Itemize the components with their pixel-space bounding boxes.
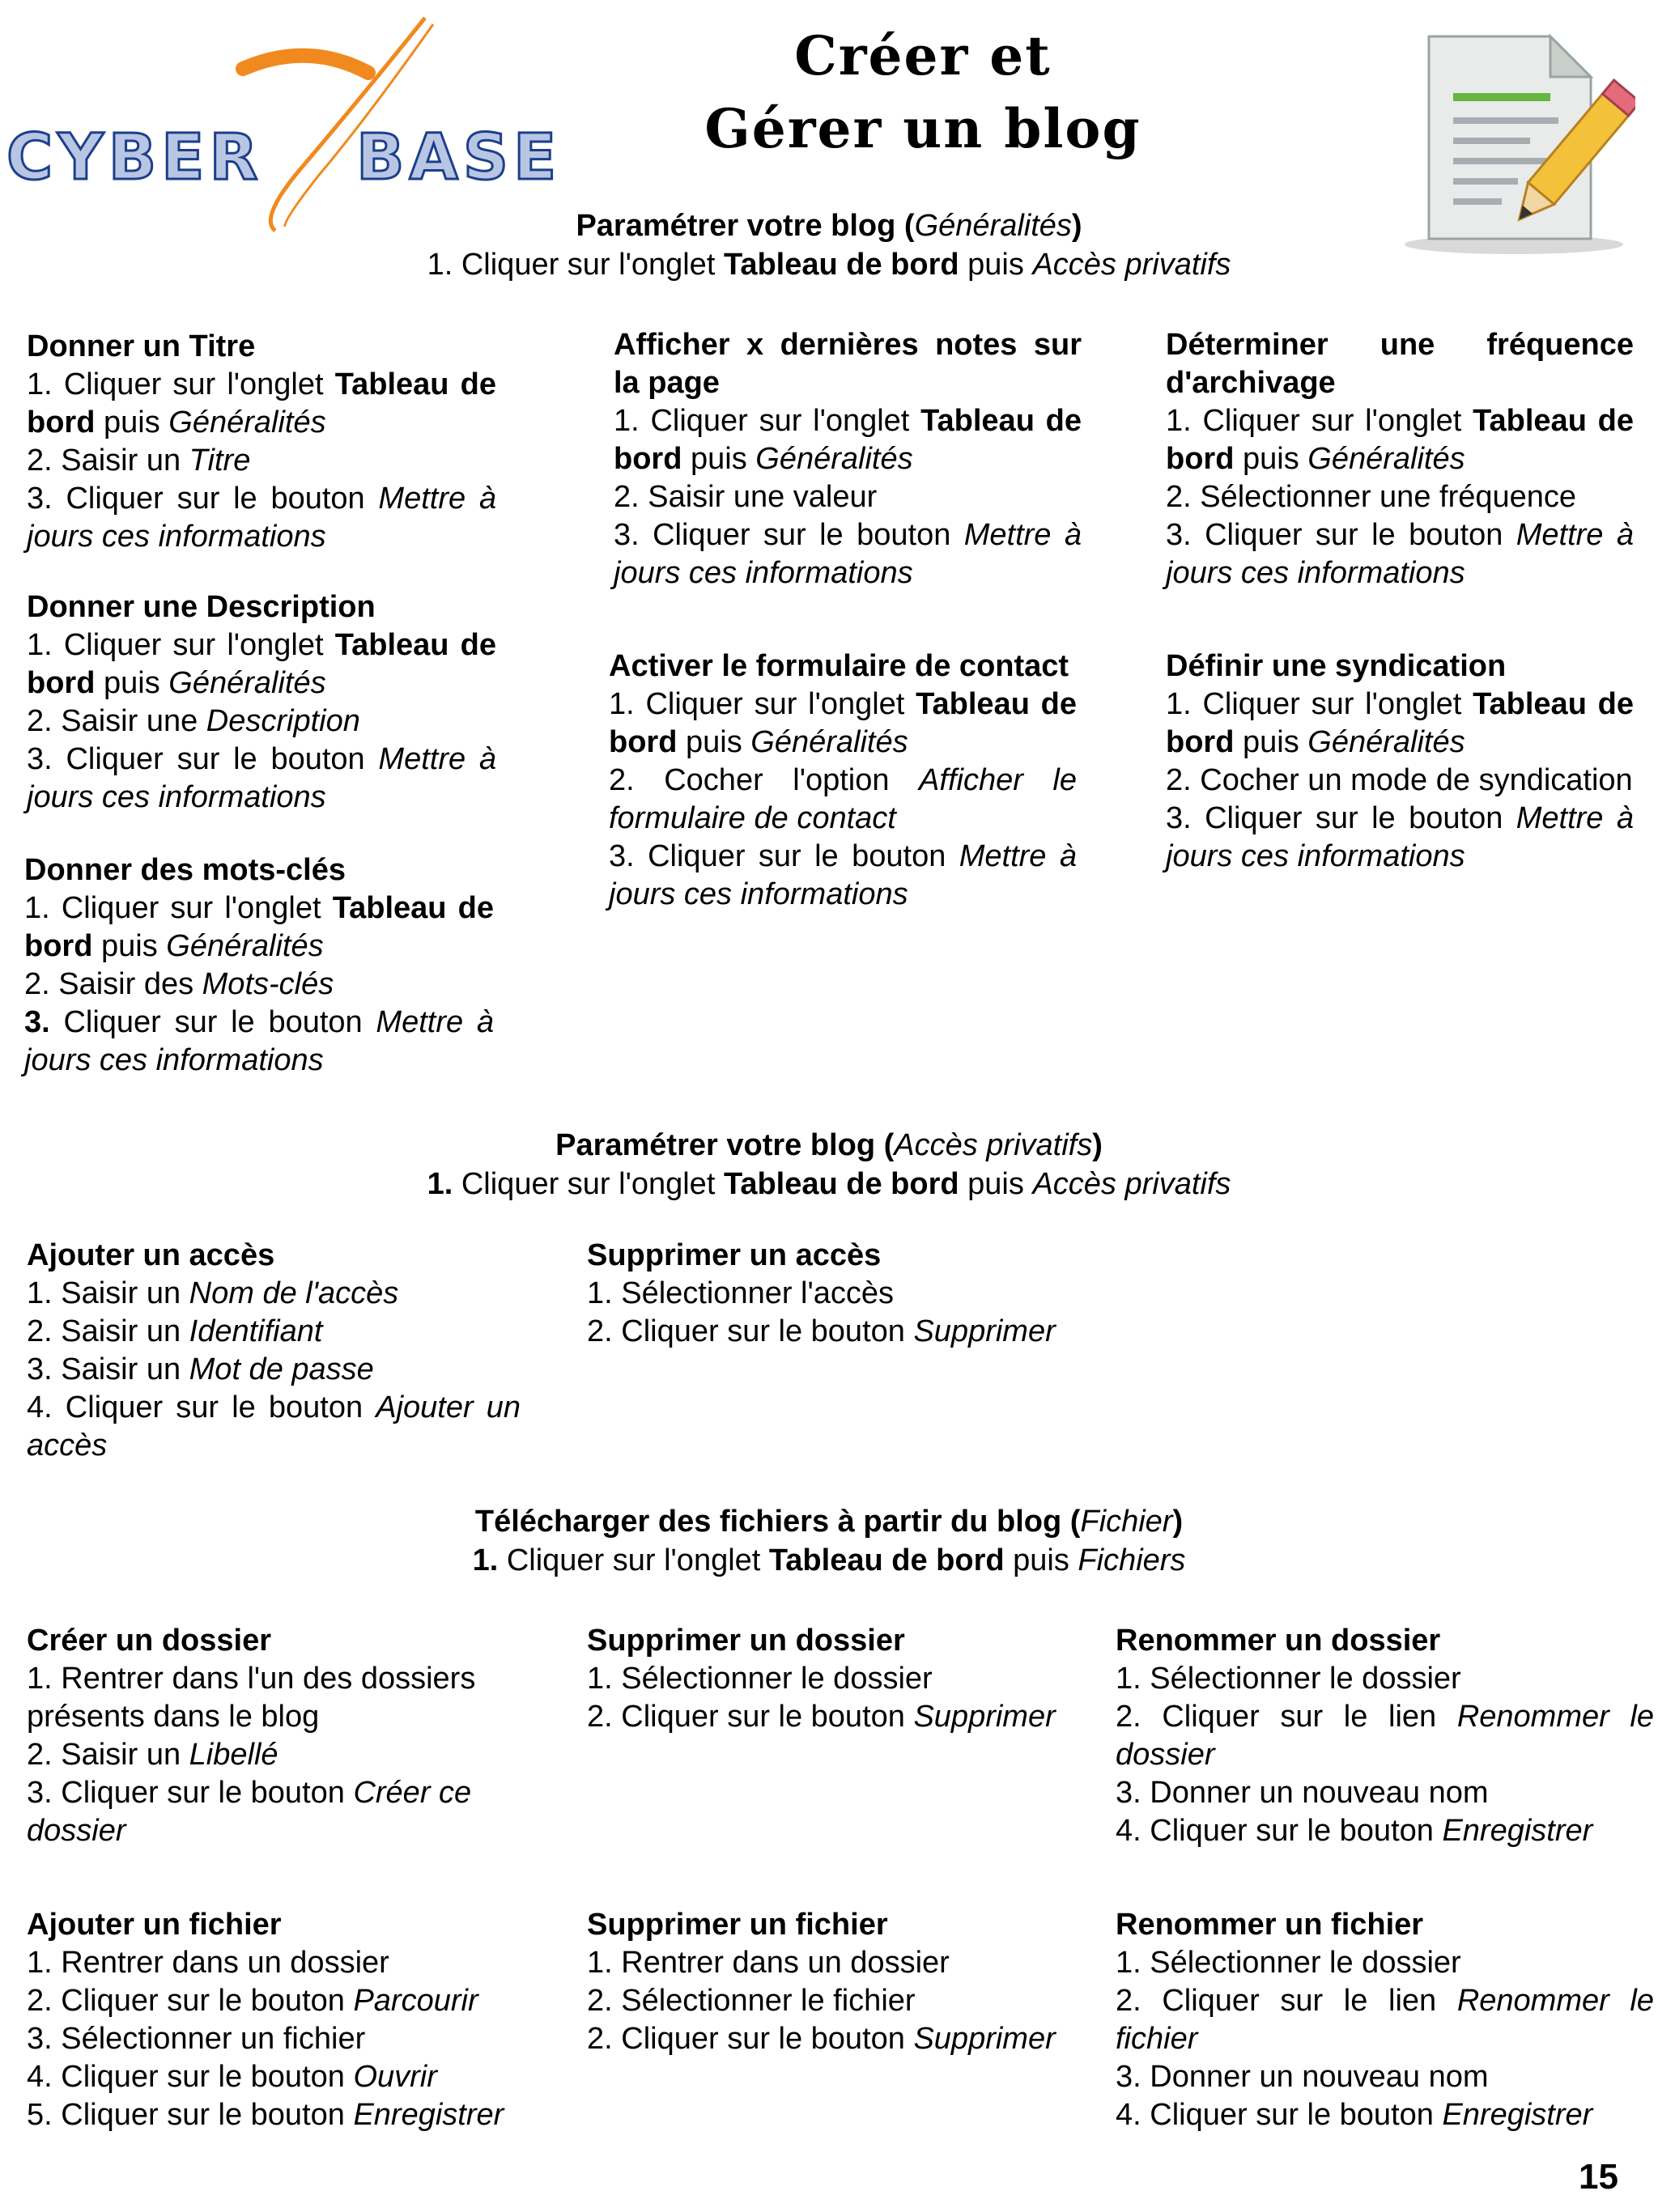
block-heading: Renommer un dossier (1116, 1624, 1441, 1658)
cyberbase-logo (0, 8, 615, 235)
block-renommer-dossier: Renommer un dossier 1. Sélectionner le dossier 2. Cliquer sur le lien Renommer le dossier 3. Donner un nouveau nom 4. Cliquer sur le bouton Enregistrer (1116, 1624, 1654, 1848)
block-heading: Déterminer une fréquence d'archivage (1166, 328, 1634, 400)
block-heading: Créer un dossier (27, 1624, 271, 1658)
block-syndication: Définir une syndication 1. Cliquer sur l'onglet Tableau de bord puis Généralités 2. Cocher un mode de syndication 3. Cliquer sur le bouton Mettre à jours ces informations (1166, 649, 1634, 873)
page-number: 15 (1579, 2157, 1618, 2197)
block-frequence-archivage: Déterminer une fréquence d'archivage 1. Cliquer sur l'onglet Tableau de bord puis Généralités 2. Sélectionner une fréquence 3. Cliquer sur le bouton Mettre à jours ces informations (1166, 328, 1634, 590)
block-donner-titre: Donner un Titre 1. Cliquer sur l'onglet Tableau de bord puis Généralités 2. Saisir un Titre 3. Cliquer sur le bouton Mettre à jours ces informations (27, 329, 496, 554)
block-formulaire-contact: Activer le formulaire de contact 1. Cliquer sur l'onglet Tableau de bord puis Généralités 2. Cocher l'option Afficher le formulaire de contact 3. Cliquer sur le bouton Mettre à jours ces informations (609, 649, 1077, 911)
section-fichiers-subtitle: 1. Cliquer sur l'onglet Tableau de bord puis Fichiers (472, 1543, 1186, 1577)
block-heading: Donner des mots-clés (24, 853, 346, 887)
block-renommer-fichier: Renommer un fichier 1. Sélectionner le dossier 2. Cliquer sur le lien Renommer le fichier 3. Donner un nouveau nom 4. Cliquer sur le bouton Enregistrer (1116, 1908, 1654, 2132)
section-generalites-title: Paramétrer votre blog (Généralités) (576, 209, 1082, 243)
block-heading: Afficher x dernières notes sur la page (614, 328, 1082, 400)
block-donner-description: Donner une Description 1. Cliquer sur l'onglet Tableau de bord puis Généralités 2. Saisir une Description 3. Cliquer sur le bouton Mettre à jours ces informations (27, 590, 496, 814)
page-title-line-1: Créer et (794, 24, 1052, 87)
block-heading: Définir une syndication (1166, 649, 1507, 683)
block-heading: Donner un Titre (27, 329, 256, 363)
block-heading: Supprimer un fichier (587, 1908, 888, 1942)
block-supprimer-dossier: Supprimer un dossier 1. Sélectionner le dossier 2. Cliquer sur le bouton Supprimer (587, 1622, 1113, 1736)
block-creer-dossier: Créer un dossier 1. Rentrer dans l'un des dossiers présents dans le blog 2. Saisir un Libellé 3. Cliquer sur le bouton Créer ce dossier (27, 1622, 529, 1850)
block-ajouter-fichier: Ajouter un fichier 1. Rentrer dans un dossier 2. Cliquer sur le bouton Parcourir 3. Sélectionner un fichier 4. Cliquer sur le bouton Ouvrir 5. Cliquer sur le bouton Enregistrer (27, 1906, 577, 2134)
block-heading: Ajouter un fichier (27, 1908, 282, 1942)
block-heading: Renommer un fichier (1116, 1908, 1424, 1942)
block-heading: Donner une Description (27, 590, 376, 624)
block-donner-mots-cles: Donner des mots-clés 1. Cliquer sur l'onglet Tableau de bord puis Généralités 2. Saisir des Mots-clés 3. Cliquer sur le bouton Mettre à jours ces informations (24, 853, 494, 1077)
section-acces-privatifs-title: Paramétrer votre blog (Accès privatifs) (555, 1128, 1103, 1162)
section-acces-privatifs-subtitle: 1. Cliquer sur l'onglet Tableau de bord puis Accès privatifs (427, 1167, 1231, 1201)
page-title-line-2: Gérer un blog (704, 97, 1141, 160)
section-fichiers-title: Télécharger des fichiers à partir du blog (Fichier) (474, 1505, 1184, 1539)
logo-text-cyber: CYBER (6, 121, 263, 194)
block-supprimer-acces: Supprimer un accès 1. Sélectionner l'accès 2. Cliquer sur le bouton Supprimer (587, 1237, 1137, 1351)
block-afficher-notes: Afficher x dernières notes sur la page 1. Cliquer sur l'onglet Tableau de bord puis Généralités 2. Saisir une valeur 3. Cliquer sur le bouton Mettre à jours ces informations (614, 328, 1082, 590)
block-heading: Supprimer un dossier (587, 1624, 905, 1658)
block-heading: Supprimer un accès (587, 1238, 882, 1272)
block-heading: Activer le formulaire de contact (609, 649, 1069, 683)
section-generalites-subtitle: 1. Cliquer sur l'onglet Tableau de bord puis Accès privatifs (427, 248, 1231, 282)
block-heading: Ajouter un accès (27, 1238, 275, 1272)
logo-text-base: BASE (356, 121, 562, 194)
block-ajouter-acces: Ajouter un accès 1. Saisir un Nom de l'accès 2. Saisir un Identifiant 3. Saisir un Mot de passe 4. Cliquer sur le bouton Ajouter un accès (27, 1238, 521, 1463)
block-supprimer-fichier: Supprimer un fichier 1. Rentrer dans un dossier 2. Sélectionner le fichier 2. Cliquer sur le bouton Supprimer (587, 1906, 1113, 2058)
